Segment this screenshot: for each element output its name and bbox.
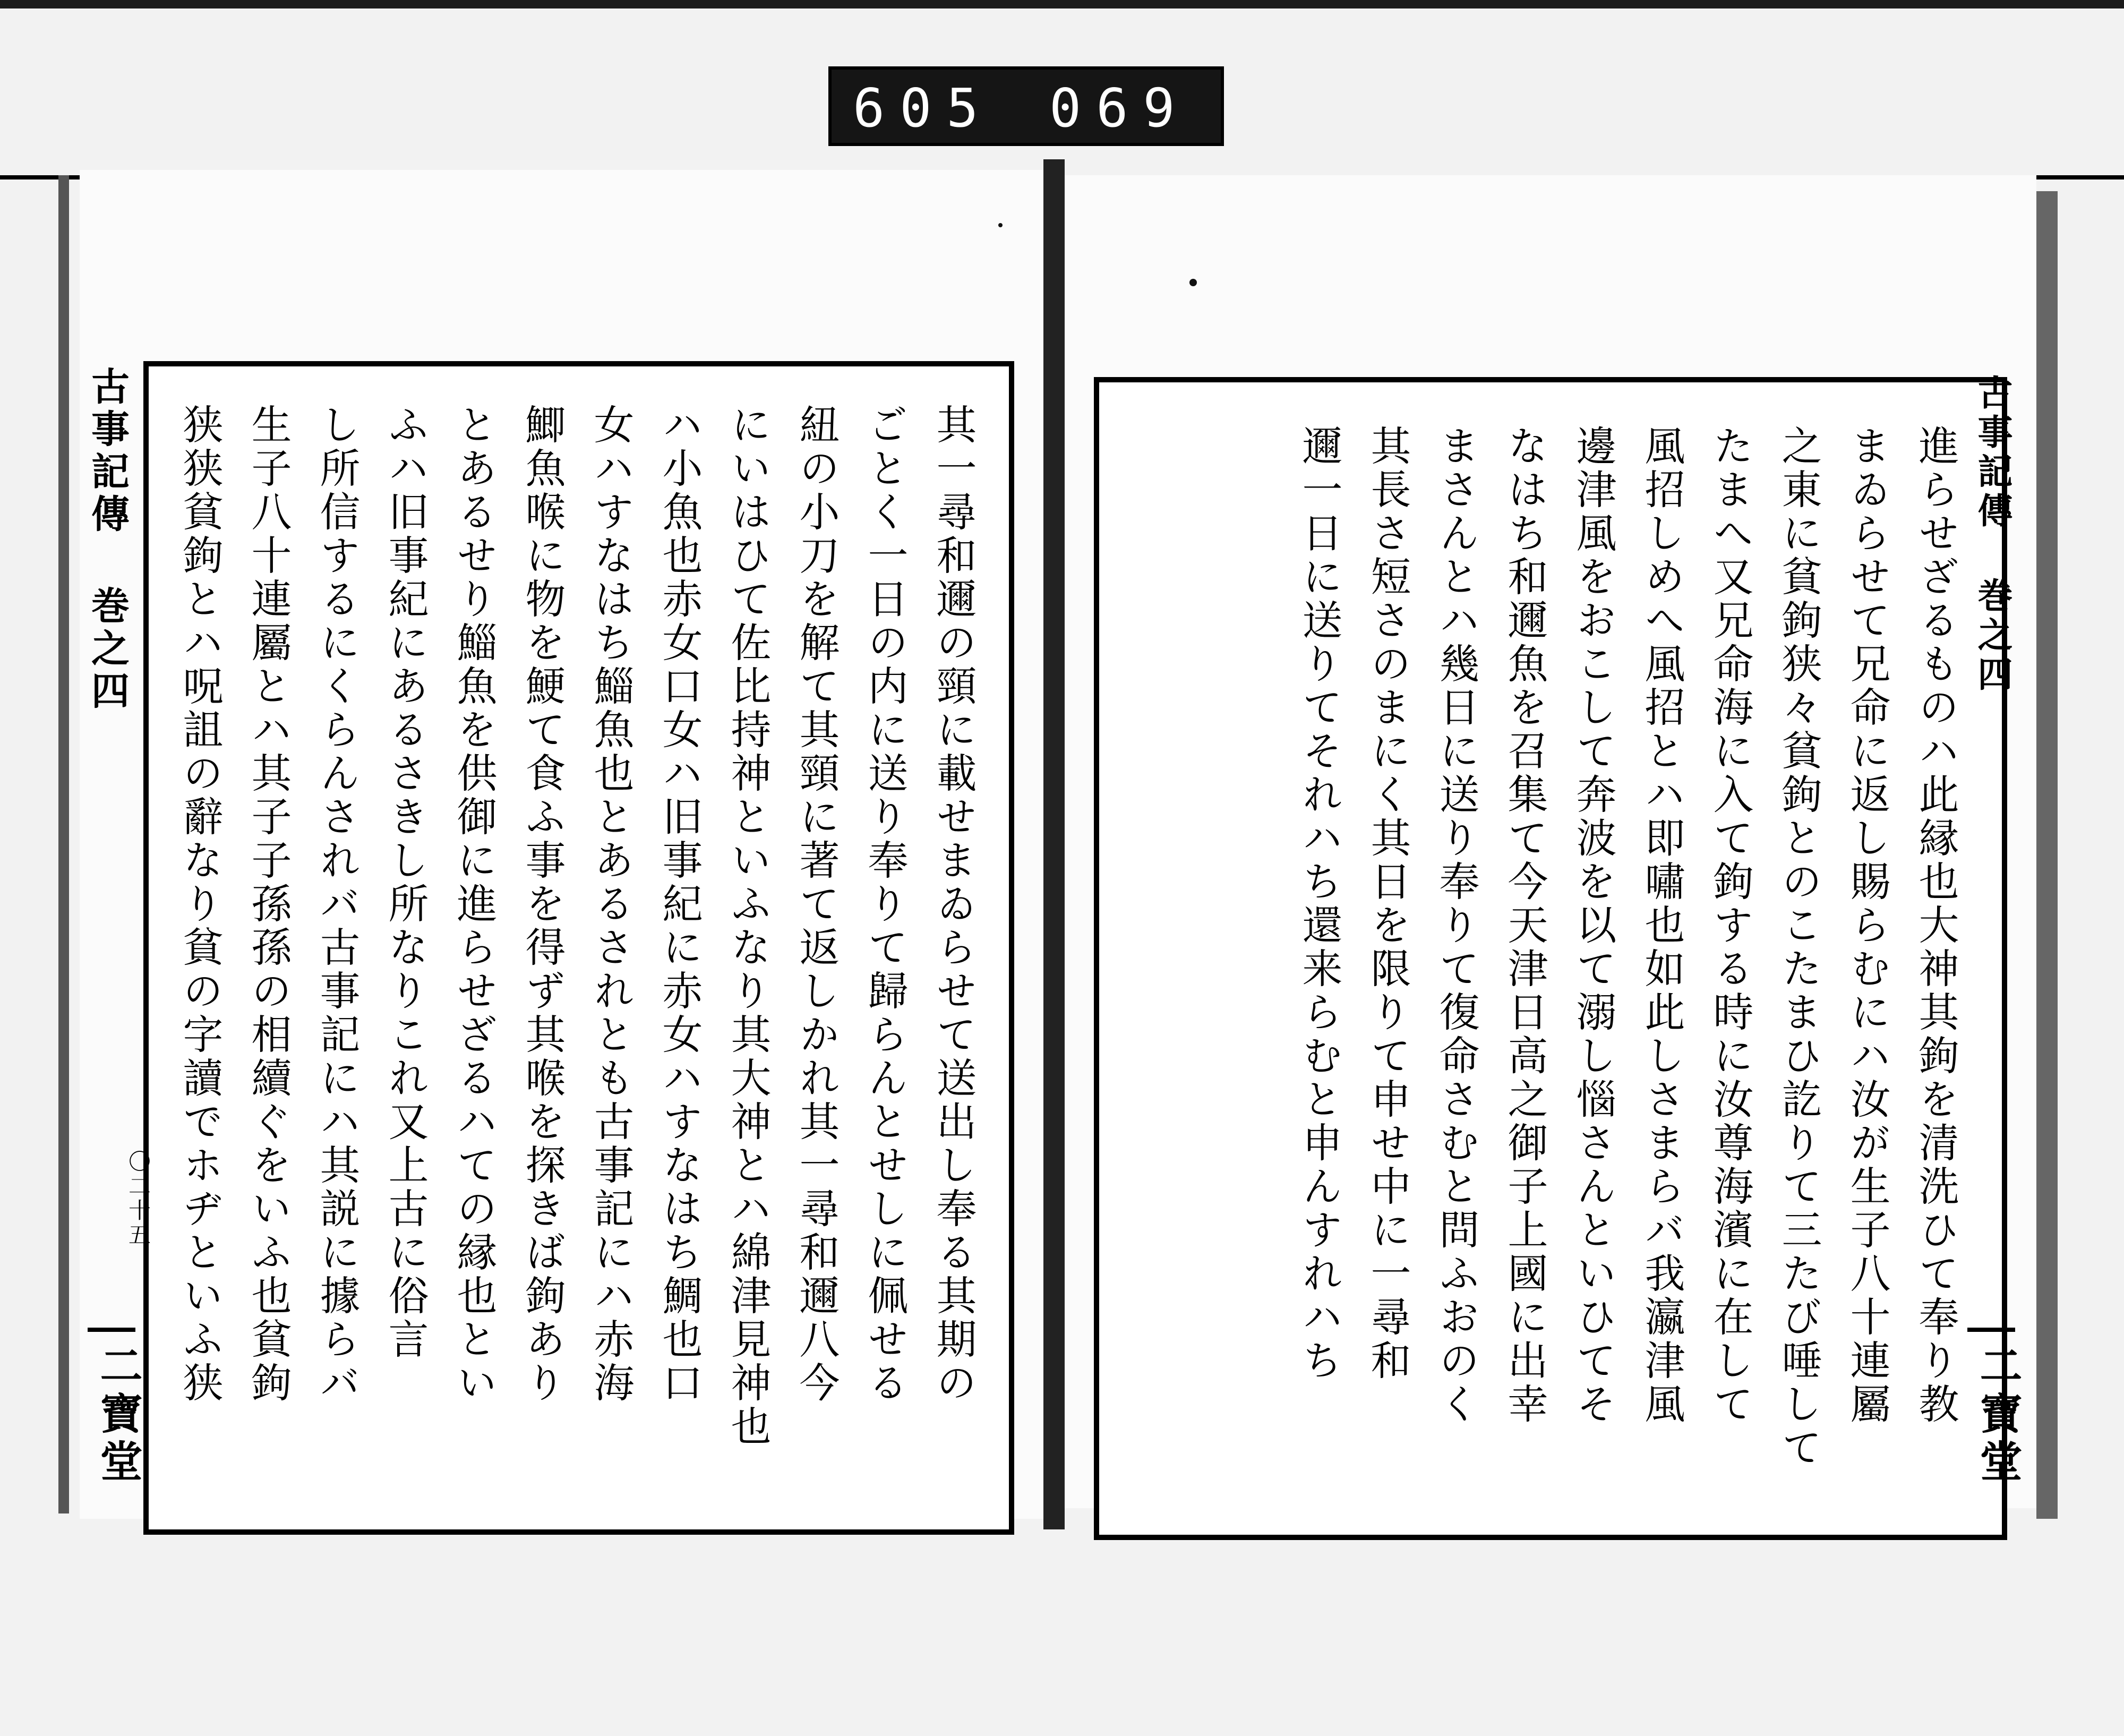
film-id-left: 605 <box>853 77 994 139</box>
text-column: 女ハすなはち鯔魚也とあるされとも古事記にハ赤海 <box>587 404 635 1405</box>
text-column: 狭狭貧鉤とハ呪詛の辭なり貧の字讀でホヂといふ狭 <box>176 404 224 1405</box>
left-body-text <box>175 404 988 1519</box>
left-running-title: 古事記傳 巻之四 <box>85 366 130 713</box>
right-publisher: 二寶堂 <box>1973 1344 2023 1487</box>
text-column: 邊津風をおこして奔波を以て溺し惱さんといひてそ <box>1570 425 1617 1426</box>
text-column: 之東に貧鉤狭々貧鉤とのこたまひ訖りて三たび唾して <box>1775 425 1822 1470</box>
text-column: にいはひて佐比持神といふなり其大神とハ綿津見神也 <box>724 404 772 1449</box>
text-column: ごとく一日の内に送り奉りて歸らんとせしに佩せる <box>861 404 909 1405</box>
right-body-text <box>1131 425 1970 1513</box>
film-edge <box>0 0 2124 8</box>
right-page-edge <box>2036 191 2058 1519</box>
text-column: 生子八十連屬とハ其子子孫孫の相續ぐをいふ也貧鉤 <box>245 404 292 1405</box>
text-column: 其長さ短さのまにく其日を限りて申せ中に一尋和 <box>1364 425 1411 1383</box>
ink-spot <box>998 223 1003 227</box>
left-publisher: 二寶堂 <box>93 1344 143 1487</box>
text-column: 其一尋和邇の頸に載せまゐらせて送出し奉る其期の <box>930 404 977 1405</box>
text-column: ハ小魚也赤女口女ハ旧事紀に赤女ハすなはち鯛也口 <box>656 404 703 1405</box>
text-column: 紐の小刀を解て其頸に著て返しかれ其一尋和邇八今 <box>793 404 840 1405</box>
text-column: なはち和邇魚を召集て今天津日高之御子上國に出幸 <box>1501 425 1548 1426</box>
text-column: たまへ又兄命海に入て鉤する時に汝尊海濱に在して <box>1707 425 1754 1426</box>
film-id-plate <box>828 66 1224 146</box>
text-column: し所信するにくらんされバ古事記にハ其説に據らバ <box>313 404 361 1405</box>
text-column: まさんとハ幾日に送り奉りて復命さむと問ふおのく <box>1433 425 1480 1426</box>
left-folio: 〇二十五 <box>125 1150 151 1247</box>
left-page-edge <box>58 175 69 1513</box>
book-spine <box>1043 159 1065 1529</box>
film-id-right: 069 <box>1049 77 1190 139</box>
text-column: まゐらせて兄命に返し賜らむにハ汝が生子八十連屬 <box>1844 425 1891 1426</box>
text-column: とあるせり鯔魚を供御に進らせざるハての縁也とい <box>450 404 498 1405</box>
text-column: ふハ旧事紀にあるさきし所なりこれ又上古に俗言 <box>382 404 429 1362</box>
text-column: 風招しめへ風招とハ即嘯也如此しさまらバ我瀛津風 <box>1638 425 1685 1426</box>
right-publisher-rule <box>1967 1328 2015 1332</box>
text-column: 鯽魚喉に物を鯁て食ふ事を得ず其喉を探きば鉤あり <box>519 404 566 1405</box>
ink-spot <box>1189 279 1197 286</box>
text-column: 邇一日に送りてそれハち還来らむと申んすれハち <box>1296 425 1343 1383</box>
left-publisher-rule <box>88 1328 135 1332</box>
right-running-title: 古事記傳 巻之四 <box>1972 374 2013 695</box>
text-column: 進らせざるものハ此縁也大神其鉤を清洗ひて奉り教 <box>1912 425 1959 1426</box>
